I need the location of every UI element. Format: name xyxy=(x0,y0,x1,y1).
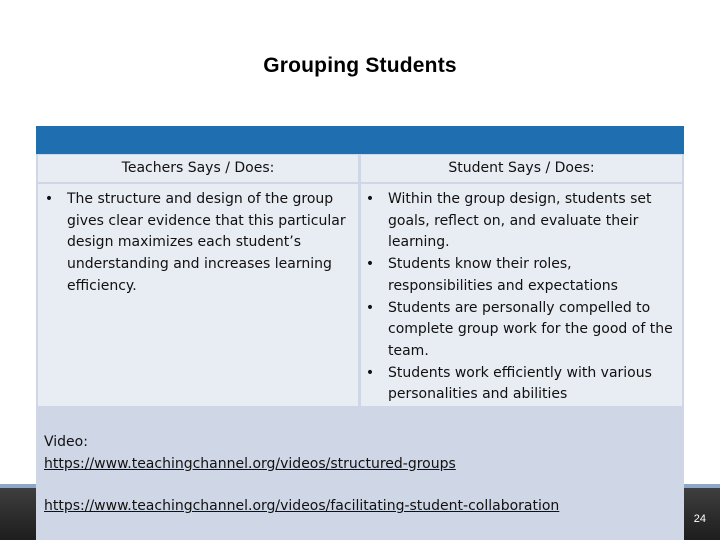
page-number: 24 xyxy=(693,513,706,525)
slide-title: Grouping Students xyxy=(263,54,457,77)
video-link-structured-groups[interactable]: https://www.teachingchannel.org/videos/structured-groups xyxy=(44,455,456,472)
student-bullet-text: Students know their roles, responsibilities and expectations xyxy=(388,256,618,294)
content-table xyxy=(36,126,684,540)
student-column-header: Student Says / Does: xyxy=(361,155,682,182)
student-bullet xyxy=(363,363,679,406)
student-bullet-text: Within the group design, students set goals, reflect on, and evaluate their learning. xyxy=(388,191,652,251)
table-header-bar xyxy=(36,126,684,154)
student-cell xyxy=(361,184,682,406)
student-bullet xyxy=(363,254,679,297)
student-bullet xyxy=(363,298,679,363)
bullet-glyph: • xyxy=(365,256,375,273)
video-section xyxy=(44,432,674,518)
bullet-glyph: • xyxy=(44,191,54,207)
student-bullet-text: Students work efficiently with various personalities and abilities xyxy=(388,364,652,403)
teacher-bullet xyxy=(42,189,354,298)
video-label: Video: xyxy=(44,434,88,450)
teacher-bullet-text: The structure and design of the group gives clear evidence that this particular design maximizes each student’s understanding and increases learning efficiency. xyxy=(67,191,346,294)
teacher-bullet-list xyxy=(42,189,354,298)
bullet-glyph: • xyxy=(365,364,375,381)
bullet-glyph: • xyxy=(365,191,375,207)
student-bullet-text: Students are personally compelled to complete group work for the good of the team. xyxy=(388,299,673,359)
video-link-student-collaboration[interactable]: https://www.teachingchannel.org/videos/facilitating-student-collaboration xyxy=(44,498,560,514)
student-bullet-list xyxy=(363,189,679,406)
student-bullet xyxy=(363,189,679,254)
bullet-glyph: • xyxy=(365,299,375,316)
teacher-cell xyxy=(38,184,358,406)
teacher-column-header: Teachers Says / Does: xyxy=(38,155,358,182)
